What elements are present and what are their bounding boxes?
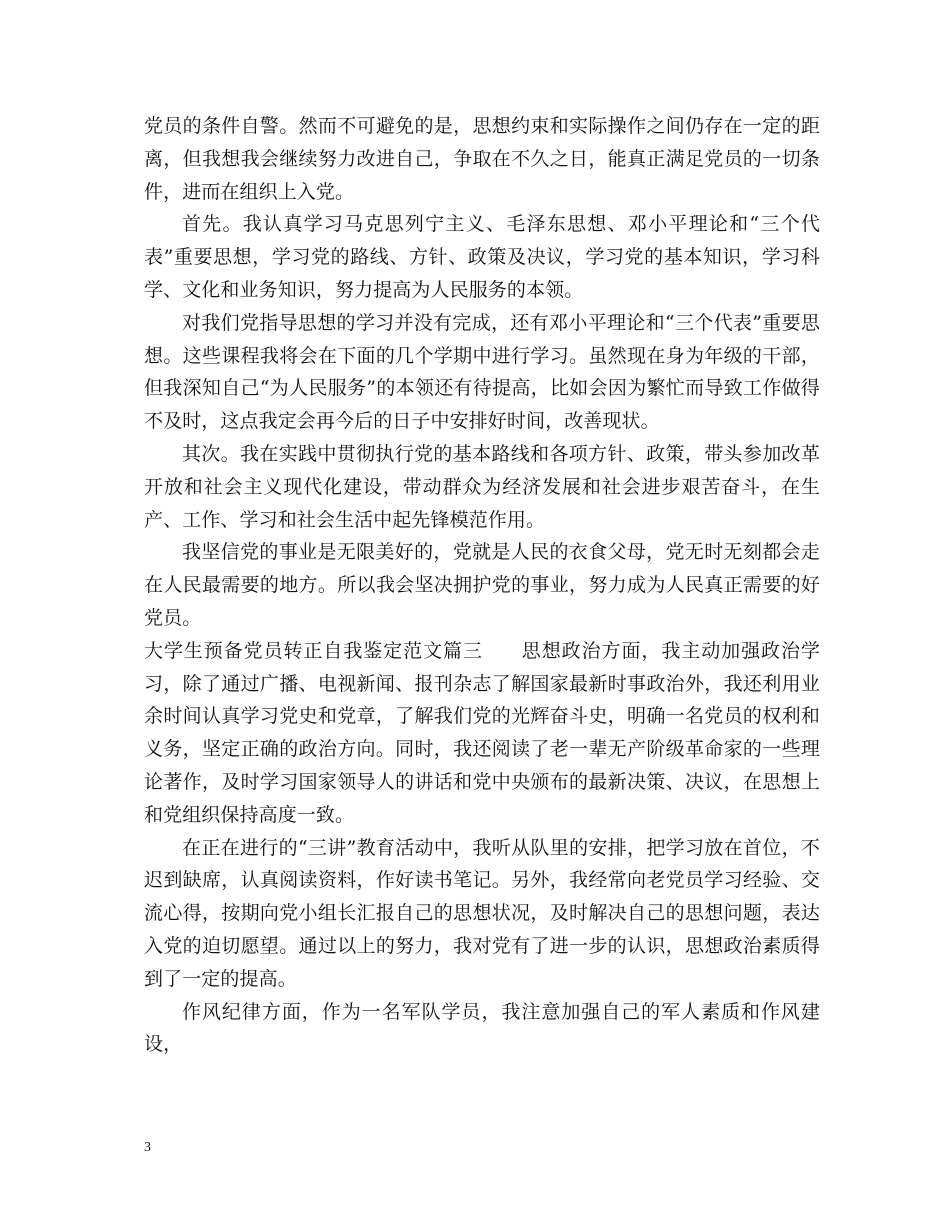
- paragraph-8: 作风纪律方面，作为一名军队学员，我注意加强自己的军人素质和作风建设，: [144, 1000, 820, 1056]
- section-paragraph: [144, 635, 820, 832]
- page-number: 3: [144, 1140, 151, 1155]
- document-body: [144, 110, 820, 1061]
- paragraph-7: 在正在进行的“三讲”教育活动中，我听从队里的安排，把学习放在首位，不迟到缺席，认真阅读资料，作好读书笔记。另外，我经常向老党员学习经验、交流心得，按期向党小组长汇报自己的思想状况，及时解决自己的思想问题，表达入党的迫切愿望。通过以上的努力，我对党有了进一步的认识，思想政治素质得到了一定的提高。: [144, 836, 820, 990]
- paragraph-4: 其次。我在实践中贯彻执行党的基本路线和各项方针、政策，带头参加改革开放和社会主义现代化建设，带动群众为经济发展和社会进步艰苦奋斗，在生产、工作、学习和社会生活中起先锋模范作用。: [144, 442, 820, 531]
- paragraph-1: 党员的条件自警。然而不可避免的是，思想约束和实际操作之间仍存在一定的距离，但我想我会继续努力改进自己，争取在不久之日，能真正满足党员的一切条件，进而在组织上入党。: [144, 115, 820, 203]
- paragraph-2: 首先。我认真学习马克思列宁主义、毛泽东思想、邓小平理论和“三个代表”重要思想，学习党的路线、方针、政策及决议，学习党的基本知识，学习科学、文化和业务知识，努力提高为人民服务的本领。: [144, 213, 820, 301]
- section-heading: 大学生预备党员转正自我鉴定范文篇三: [144, 639, 483, 662]
- paragraph-5: 我坚信党的事业是无限美好的，党就是人民的衣食父母，党无时无刻都会走在人民最需要的地方。所以我会坚决拥护党的事业，努力成为人民真正需要的好党员。: [144, 541, 820, 629]
- section-lead-text: 思想政治方面，我主动加强政治学习，除了通过广播、电视新闻、报刊杂志了解国家最新时事政治外，我还利用业余时间认真学习党史和党章，了解我们党的光辉奋斗史，明确一名党员的权利和义务，坚定正确的政治方向。同时，我还阅读了老一辈无产阶级革命家的一些理论著作，及时学习国家领导人的讲话和党中央颁布的最新决策、决议，在思想上和党组织保持高度一致。: [144, 639, 820, 826]
- paragraph-3: 对我们党指导思想的学习并没有完成，还有邓小平理论和“三个代表”重要思想。这些课程我将会在下面的几个学期中进行学习。虽然现在身为年级的干部，但我深知自己“为人民服务”的本领还有待提高，比如会因为繁忙而导致工作做得不及时，这点我定会再今后的日子中安排好时间，改善现状。: [144, 311, 820, 433]
